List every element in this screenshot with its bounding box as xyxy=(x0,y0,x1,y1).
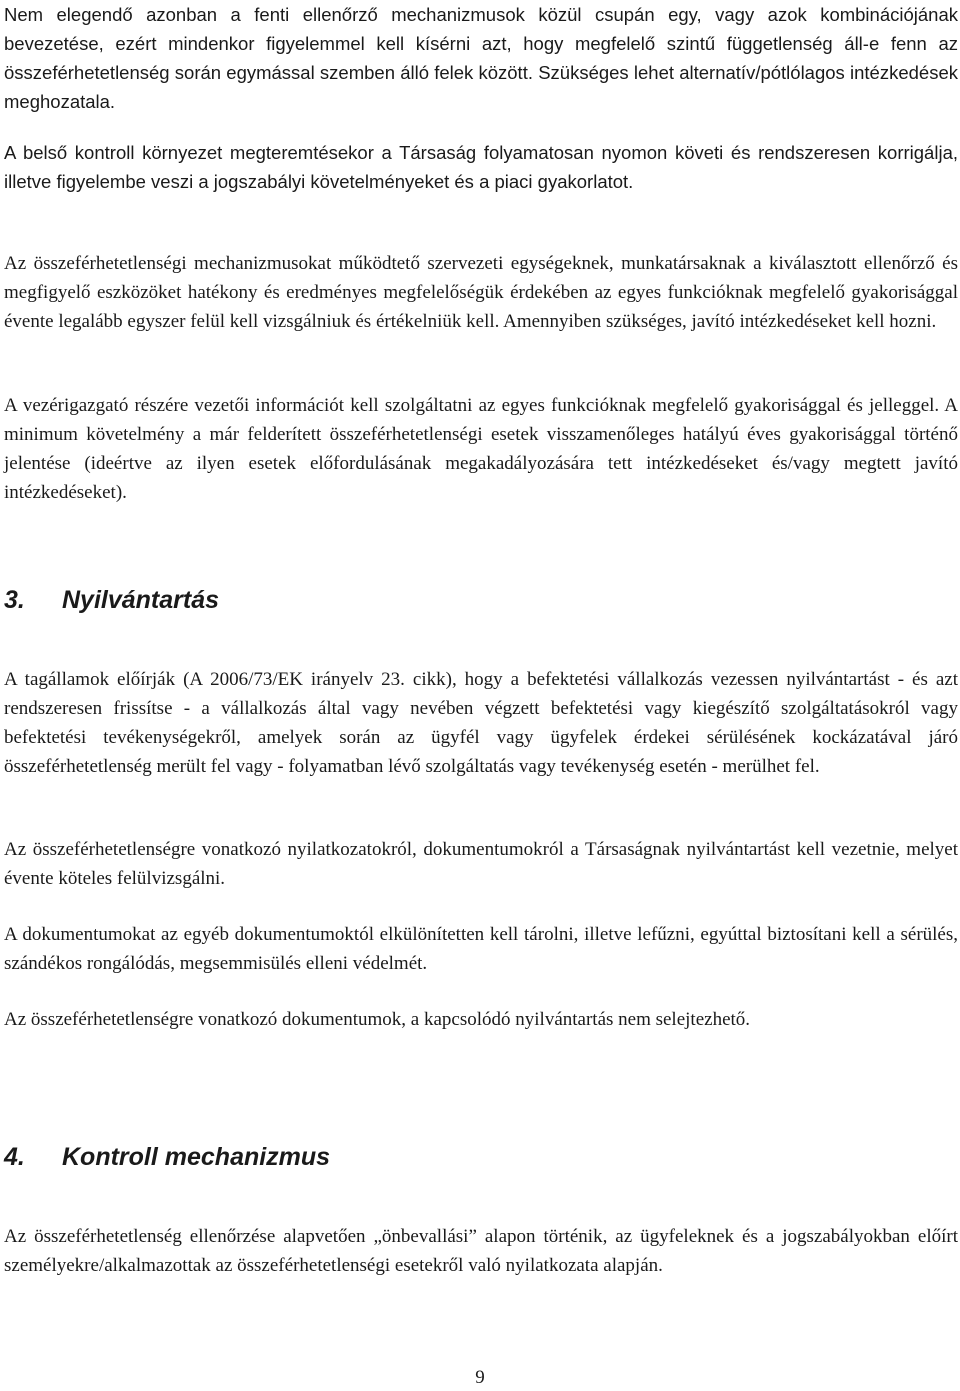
page-number: 9 xyxy=(475,1367,485,1388)
section-4-number: 4. xyxy=(4,1143,25,1171)
paragraph-no-disposal: Az összeférhetetlenségre vonatkozó dokumentumok, a kapcsolódó nyilvántartás nem selejtezhető. xyxy=(4,1009,751,1030)
paragraph-document-storage: A dokumentumokat az egyéb dokumentumoktól elkülönítetten kell tárolni, illetve lefűzni, egyúttal biztosítani kell a sérülés, szándékos rongálódás, megsemmisülés elleni védelmét. xyxy=(4,924,958,974)
paragraph-registry-declarations: Az összeférhetetlenségre vonatkozó nyilatkozatokról, dokumentumokról a Társaságnak nyilvántartást kell vezetnie, melyet évente köteles felülvizsgálni. xyxy=(4,839,958,889)
paragraph-self-declaration: Az összeférhetetlenség ellenőrzése alapvetően „önbevallási” alapon történik, az ügyfeleknek és a jogszabályokban előírt személyekre/alkalmazottak az összeférhetetlenségi esetekről való nyilatkozata alapján. xyxy=(4,1226,958,1276)
paragraph-mechanism-review: Az összeférhetetlenségi mechanizmusokat működtető szervezeti egységeknek, munkatársaknak a kiválasztott ellenőrző és megfigyelő eszközöket hatékony és eredményes megfelelőségük érdekében az egyes funkcióknak megfelelő gyakorisággal évente legalább egyszer felül kell vizsgálniuk és értékelniük kell. Amennyiben szükséges, javító intézkedéseket kell hozni. xyxy=(4,253,958,332)
paragraph-registry-requirement: A tagállamok előírják (A 2006/73/EK irányelv 23. cikk), hogy a befektetési vállalkozás vezessen nyilvántartást - és azt rendszeresen frissítse - a vállalkozás által vagy nevében végzett befektetési vagy kiegészítő szolgáltatásokról vagy befektetési tevékenységekről, amelyek során az ügyfél vagy ügyfelek érdekei sérülésének kockázatával járó összeférhetetlenség merült fel vagy - folyamatban lévő szolgáltatás vagy tevékenység esetén - merülhet fel. xyxy=(4,669,958,777)
section-3-title: Nyilvántartás xyxy=(62,586,220,614)
section-4-heading xyxy=(4,1141,958,1173)
paragraph-independence: Nem elegendő azonban a fenti ellenőrző mechanizmusok közül csupán egy, vagy azok kombinációjának bevezetése, ezért mindenkor figyelemmel kell kísérni azt, hogy megfelelő szintű függetlenség áll-e fenn az összeférhetetlenség során egymással szemben álló felek között. Szükséges lehet alternatív/pótlólagos intézkedések meghozatala. xyxy=(4,4,958,112)
section-3-number: 3. xyxy=(4,586,25,614)
section-3-heading xyxy=(4,584,958,616)
section-4-title: Kontroll mechanizmus xyxy=(62,1143,331,1171)
paragraph-internal-control: A belső kontroll környezet megteremtésekor a Társaság folyamatosan nyomon követi és rendszeresen korrigálja, illetve figyelembe veszi a jogszabályi követelményeket és a piaci gyakorlatot. xyxy=(4,142,958,192)
paragraph-management-info: A vezérigazgató részére vezetői információt kell szolgáltatni az egyes funkcióknak megfelelő gyakorisággal és jelleggel. A minimum követelmény a már felderített összeférhetetlenségi esetek visszamenőleges hatályú éves gyakorisággal történő jelentése (ideértve az ilyen esetek előfordulásának megakadályozására tett intézkedéseket és/vagy megtett javító intézkedéseket). xyxy=(4,395,958,503)
